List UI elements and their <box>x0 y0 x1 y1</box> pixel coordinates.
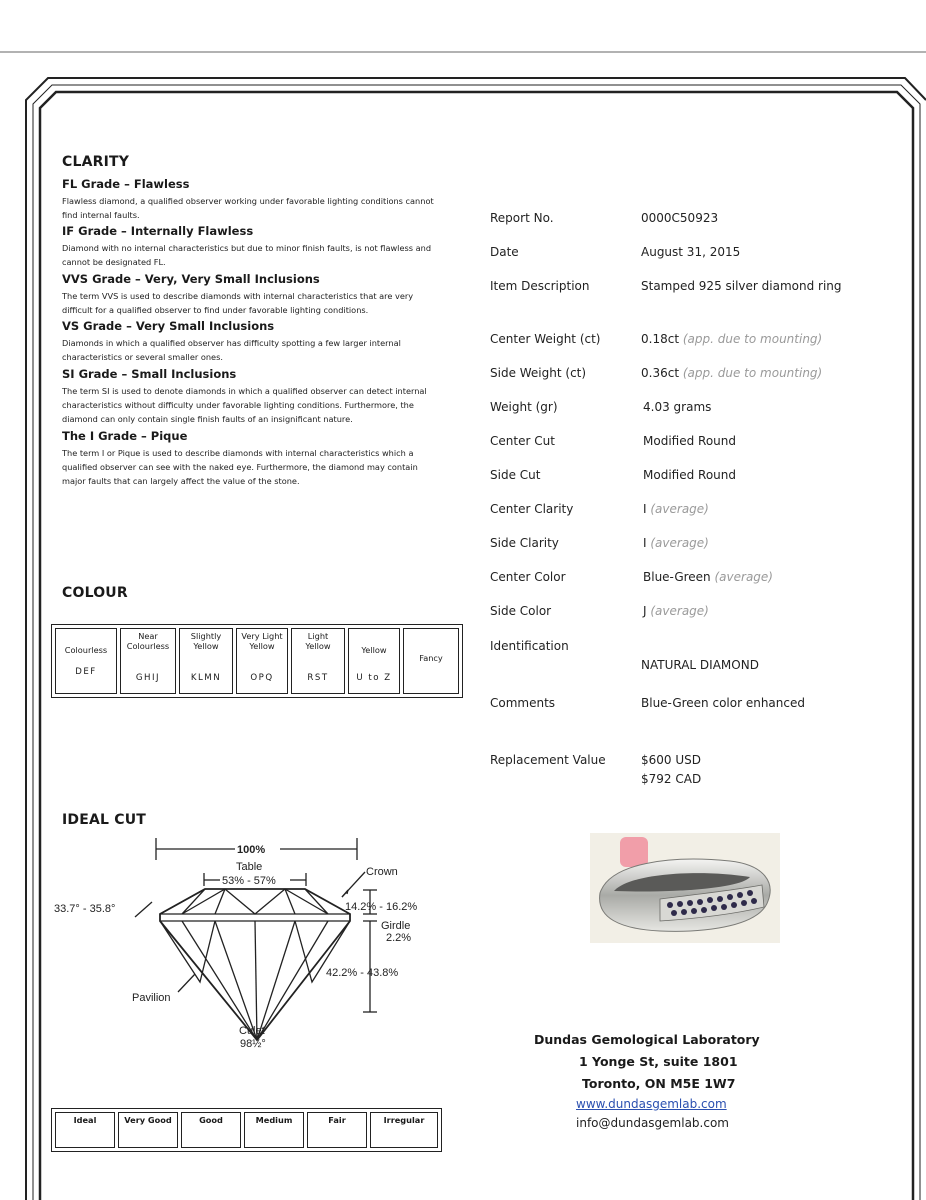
side-color-label: Side Color <box>490 604 552 618</box>
clarity-grade-fl-desc: Flawless diamond, a qualified observer working under favorable lighting conditions cannot find internal faults. <box>62 196 434 220</box>
lab-name: Dundas Gemological Laboratory <box>534 1032 760 1047</box>
clarity-grade-si-title: SI Grade – Small Inclusions <box>62 367 237 381</box>
center-cut-value: Modified Round <box>643 434 736 448</box>
side-clarity-label: Side Clarity <box>490 536 559 550</box>
side-color-value: J (average) <box>643 604 709 618</box>
clarity-grade-vvs-desc: The term VVS is used to describe diamonds with internal characteristics that are very difficult for a qualified observer to find under favorable lighting conditions. <box>62 291 414 315</box>
diagram-total-width: 100% <box>237 844 266 856</box>
clarity-grade-i-title: The I Grade – Pique <box>62 429 188 443</box>
colour-scale-table <box>51 624 463 698</box>
colour-col-colourless: Colourless DEF <box>55 628 117 694</box>
center-clarity-label: Center Clarity <box>490 502 574 516</box>
cut-grade-irregular: Irregular <box>370 1112 438 1148</box>
side-weight-value: 0.36ct (app. due to mounting) <box>641 366 823 380</box>
comments-value: Blue-Green color enhanced <box>641 696 805 710</box>
item-description-value: Stamped 925 silver diamond ring <box>641 279 842 293</box>
cut-grade-medium: Medium <box>244 1112 304 1148</box>
lab-address-line1: 1 Yonge St, suite 1801 <box>579 1054 738 1069</box>
ideal-cut-heading: IDEAL CUT <box>62 812 147 828</box>
clarity-grade-vs-title: VS Grade – Very Small Inclusions <box>62 319 275 333</box>
cut-grade-good: Good <box>181 1112 241 1148</box>
comments-label: Comments <box>490 696 556 710</box>
item-description-label: Item Description <box>490 279 590 293</box>
diagram-table-range: 53% - 57% <box>222 875 276 887</box>
center-weight-label: Center Weight (ct) <box>490 332 601 346</box>
colour-col-fancy: Fancy <box>403 628 459 694</box>
replacement-value-cad: $792 CAD <box>641 772 702 786</box>
ideal-cut-diagram <box>50 832 450 1057</box>
colour-col-very-light-yellow: Very Light Yellow OPQ <box>236 628 288 694</box>
cut-grade-ideal: Ideal <box>55 1112 115 1148</box>
identification-value: NATURAL DIAMOND <box>641 658 759 672</box>
report-number-value: 0000C50923 <box>641 211 719 225</box>
date-label: Date <box>490 245 519 259</box>
side-cut-value: Modified Round <box>643 468 736 482</box>
weight-grams-label: Weight (gr) <box>490 400 558 414</box>
lab-address-line2: Toronto, ON M5E 1W7 <box>582 1076 736 1091</box>
clarity-grade-i-desc: The term I or Pique is used to describe diamonds with internal characteristics which a qualified observer can see with the naked eye. Furthermore, the diamond may contain major faults that can largely affect the value of the stone. <box>62 448 418 486</box>
colour-col-slightly-yellow: Slightly Yellow KLMN <box>179 628 233 694</box>
date-value: August 31, 2015 <box>641 245 741 259</box>
diagram-girdle-value: 2.2% <box>386 932 412 944</box>
weight-grams-value: 4.03 grams <box>643 400 712 414</box>
cut-grade-fair: Fair <box>307 1112 367 1148</box>
diagram-culet-value: 98½° <box>240 1038 266 1050</box>
clarity-grade-if-desc: Diamond with no internal characteristics but due to minor finish faults, is not flawless and cannot be designated FL. <box>62 243 432 267</box>
center-color-value: Blue-Green (average) <box>643 570 773 584</box>
report-number-label: Report No. <box>490 211 554 225</box>
clarity-grade-if-title: IF Grade – Internally Flawless <box>62 224 254 238</box>
diagram-table-label: Table <box>236 861 263 873</box>
replacement-value-usd: $600 USD <box>641 753 701 767</box>
clarity-grade-si-desc: The term SI is used to denote diamonds in which a qualified observer can detect internal characteristics without difficulty under favorable lighting conditions. Furthermore, the diamond can only contain single finish faults of an insignificant nature. <box>62 386 427 424</box>
cut-grade-very-good: Very Good <box>118 1112 178 1148</box>
clarity-heading: CLARITY <box>62 154 130 170</box>
colour-col-light-yellow: Light Yellow RST <box>291 628 345 694</box>
clarity-grade-vvs-title: VVS Grade – Very, Very Small Inclusions <box>62 272 320 286</box>
diagram-pavilion-label: Pavilion <box>132 992 171 1004</box>
colour-heading: COLOUR <box>62 585 128 601</box>
center-weight-value: 0.18ct (app. due to mounting) <box>641 332 823 346</box>
center-color-label: Center Color <box>490 570 566 584</box>
lab-website-link[interactable]: www.dundasgemlab.com <box>576 1097 727 1111</box>
clarity-grade-fl-title: FL Grade – Flawless <box>62 177 190 191</box>
lab-email: info@dundasgemlab.com <box>576 1116 729 1130</box>
replacement-value-label: Replacement Value <box>490 753 606 767</box>
center-clarity-value: I (average) <box>643 502 709 516</box>
side-cut-label: Side Cut <box>490 468 541 482</box>
diagram-culet-label: Culet <box>239 1025 265 1037</box>
side-clarity-value: I (average) <box>643 536 709 550</box>
colour-col-near-colourless: Near Colourless GHIJ <box>120 628 176 694</box>
diagram-girdle-label: Girdle <box>381 920 411 932</box>
center-cut-label: Center Cut <box>490 434 555 448</box>
ring-photo <box>590 833 780 943</box>
clarity-grade-vs-desc: Diamonds in which a qualified observer has difficulty spotting a few larger internal characteristics or several smaller ones. <box>62 338 401 362</box>
diagram-crown-angle: 33.7° - 35.8° <box>54 903 116 915</box>
identification-label: Identification <box>490 639 569 653</box>
cut-scale-table <box>51 1108 442 1152</box>
diagram-pavilion-depth: 42.2% - 43.8% <box>326 967 399 979</box>
diagram-crown-label: Crown <box>366 866 398 878</box>
side-weight-label: Side Weight (ct) <box>490 366 587 380</box>
colour-col-yellow: Yellow U to Z <box>348 628 400 694</box>
diagram-crown-height: 14.2% - 16.2% <box>345 901 418 913</box>
